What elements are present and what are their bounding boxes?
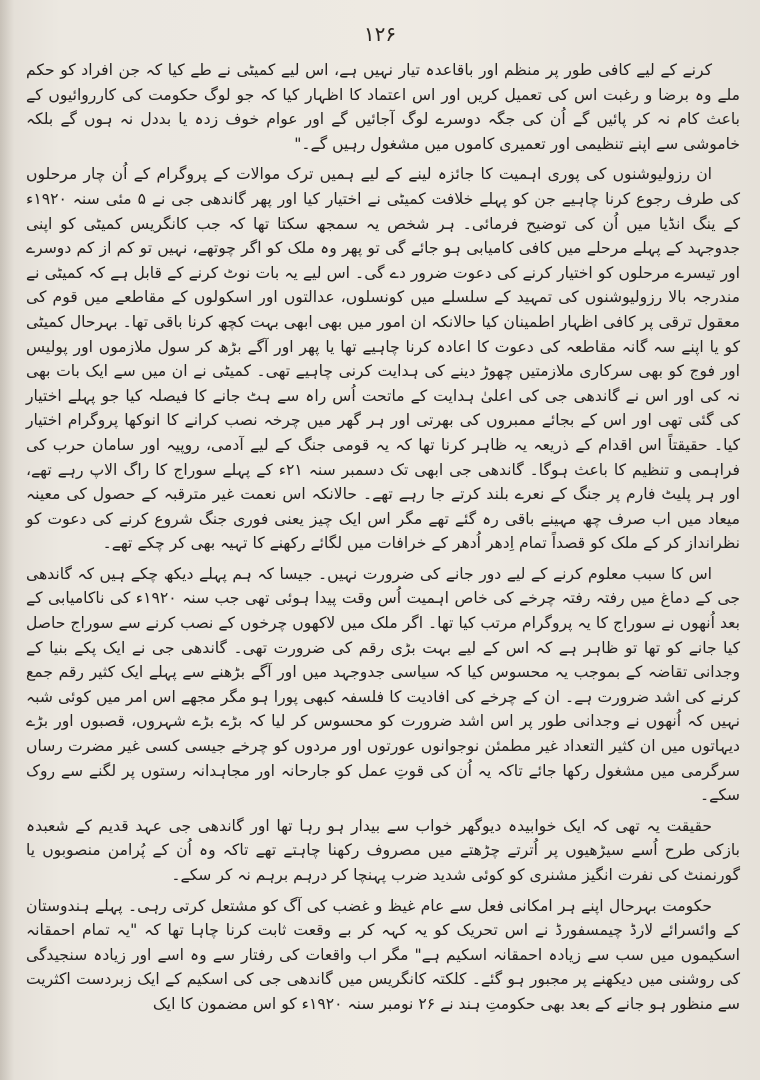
page-number: ۱۲۶ — [363, 22, 397, 46]
paragraph: حقیقت یہ تھی کہ ایک خوابیدہ دیوگھر خواب سے بیدار ہو رہا تھا اور گاندھی جی عہد قدیم کے شعبدہ بازکی طرح اُسے سیڑھیوں پر اُترتے چڑھتے میں مصروف رکھنا چاہتے تھے تاکہ وہ اُن کے پُرامن منصوبوں یا گورنمنٹ کی نفرت انگیز مشنری کو کوئی شدید ضرب پہنچا کر درہم برہم نہ کر سکے۔ — [26, 816, 740, 884]
paragraph: ان رزولیوشنوں کی پوری اہمیت کا جائزہ لینے کے لیے ہمیں ترک موالات کے پروگرام کے اُن چار مرحلوں کی طرف رجوع کرنا چاہیے جن کو پہلے خلافت کمیٹی نے اختیار کیا اور پھر گاندھی جی نے ۵ مئی سنہ ۱۹۲۰ء کے ینگ انڈیا میں اُن کی توضیح فرمائی۔ ہر شخص یہ سمجھ سکتا تھا کہ جب کانگریس کمیٹی کو اپنی جدوجہد کے پہلے مرحلے میں کافی کامیابی ہو جائے گی تو پھر وہ ملک کو اگر چوتھے، نہیں تو کم از کم دوسرے اور تیسرے مرحلوں کو اختیار کرنے کی دعوت ضرور دے گی۔ اس لیے یہ بات نوٹ کرنے کے قابل ہے کہ کمیٹی نے مندرجہ بالا رزولیوشنوں کی تمہید کے سلسلے میں کونسلوں، عدالتوں اور اسکولوں کے مقاطعے میں قوم کی معقول ترقی پر کافی اظہار اطمینان کیا حالانکہ ان امور میں بھی ابھی بہت کچھ کرنا باقی تھا۔ بہرحال کمیٹی کو یا اپنے سہ گانہ مقاطعہ کی دعوت کا اعادہ کرنا چاہیے تھا یا پھر اور آگے بڑھ کر سول ملازموں اور پولیس اور فوج کو بھی سرکاری ملازمتیں چھوڑ دینے کی ہدایت کرنی چاہیے تھی۔ کمیٹی نے ان میں سے ایک بات بھی نہ کی اور اس نے گاندھی جی کی اعلیٰ ہدایت کے ماتحت اُس راہ سے ہٹ جانے کا فیصلہ کیا جو پہلے اختیار کی گئی تھی اور اس کے بجائے ممبروں کی بھرتی اور ہر گھر میں چرخہ نصب کرانے کا انوکھا پروگرام اختیار کیا۔ حقیقتاً اس اقدام کے ذریعہ یہ ظاہر کرنا تھا کہ یہ قومی جنگ کے لیے آدمی، روپیہ اور سامان حرب کی فراہمی و تنظیم کا باعث ہوگا۔ گاندھی جی ابھی تک دسمبر سنہ ۲۱ء کے پہلے سوراج کا راگ الاپ رہے تھے، اور ہر پلیٹ فارم پر جنگ کے نعرے بلند کرتے جا رہے تھے۔ حالانکہ اس نعمت غیر مترقبہ کے حصول کی معینہ میعاد میں اب صرف چھ مہینے باقی رہ گئے تھے مگر اس ایک چیز یعنی فوری جنگ شروع کرنے کی دعوت کو نظرانداز کر کے ملک کو قصداً تمام اِدھر اُدھر کے خرافات میں لگائے رکھنے کا تہیہ بھی کر چکے تھے۔ — [26, 165, 740, 553]
paragraph: اس کا سبب معلوم کرنے کے لیے دور جانے کی ضرورت نہیں۔ جیسا کہ ہم پہلے دیکھ چکے ہیں کہ گاندھی جی کے دماغ میں رفتہ رفتہ چرخے کی خاص اہمیت اُس وقت پیدا ہوئی تھی جب سنہ ۱۹۲۰ء کی ناکامیابی کے بعد اُنھوں نے سوراج کا یہ پروگرام مرتب کیا تھا۔ اگر ملک میں لاکھوں چرخوں کے نصب کرنے سے سوراج حاصل کیا جانے کو تھا تو ظاہر ہے کہ اس کے لیے بہت بڑی رقم کی ضرورت تھی۔ گاندھی جی نے ایک پکے بنیا کے وجدانی تقاضہ کے بموجب یہ محسوس کیا کہ سیاسی جدوجہد میں اور آگے بڑھنے سے پہلے ایک کثیر رقم جمع کرنے کی اشد ضرورت ہے۔ ان کے چرخے کی افادیت کا فلسفہ کبھی پورا ہو مگر مجھے اس امر میں کوئی شبہ نہیں کہ اُنھوں نے وجدانی طور پر اس اشد ضرورت کو محسوس کر لیا کہ بڑے بڑے شہروں، قصبوں اور بڑے دیہاتوں میں ان کثیر التعداد غیر مطمئن نوجوانوں عورتوں اور مردوں کو چرخے جیسی کسی غیر مضرت رساں سرگرمی میں مشغول رکھا جائے تاکہ یہ اُن کی قوتِ عمل کو جارحانہ اور مجاہدانہ رستوں پر لگنے سے روک سکے۔ — [26, 564, 740, 805]
body-text — [26, 58, 740, 1017]
page-edge-shadow — [0, 0, 14, 1080]
paragraph: حکومت بہرحال اپنے ہر امکانی فعل سے عام غیظ و غضب کی آگ کو مشتعل کرتی رہی۔ پہلے ہندوستان کے وائسرائے لارڈ چیمسفورڈ نے اس تحریک کو یہ کہہ کر بے وقعت ثابت کرنا چاہا تھا کہ "یہ تمام احمقانہ اسکیموں میں سب سے زیادہ احمقانہ اسکیم ہے" مگر اب واقعات کی رفتار سے وہ اسے اور زیادہ سنجیدگی کی روشنی میں دیکھنے پر مجبور ہو گئے۔ کلکتہ کانگریس میں گاندھی جی کی اسکیم کے ایک زبردست اکثریت سے منظور ہو جانے کے بعد بھی حکومتِ ہند نے ۲۶ نومبر سنہ ۱۹۲۰ء کو اس مضمون کا ایک — [26, 896, 740, 1013]
paragraph: کرنے کے لیے کافی طور پر منظم اور باقاعدہ تیار نہیں ہے، اس لیے کمیٹی نے طے کیا کہ جن افراد کو حکم ملے وہ برضا و رغبت اس کی تعمیل کریں اور اس اعتماد کا اظہار کیا کہ جو لوگ حکومت کی کارروائیوں کے باعث کام نہ کر پائیں گے اُن کی جگہ دوسرے لوگ آجائیں گے اور عوام خوف زدہ یا بددل نہ ہوں گے بلکہ خاموشی سے اپنے تنظیمی اور تعمیری کاموں میں مشغول رہیں گے۔" — [26, 61, 740, 153]
